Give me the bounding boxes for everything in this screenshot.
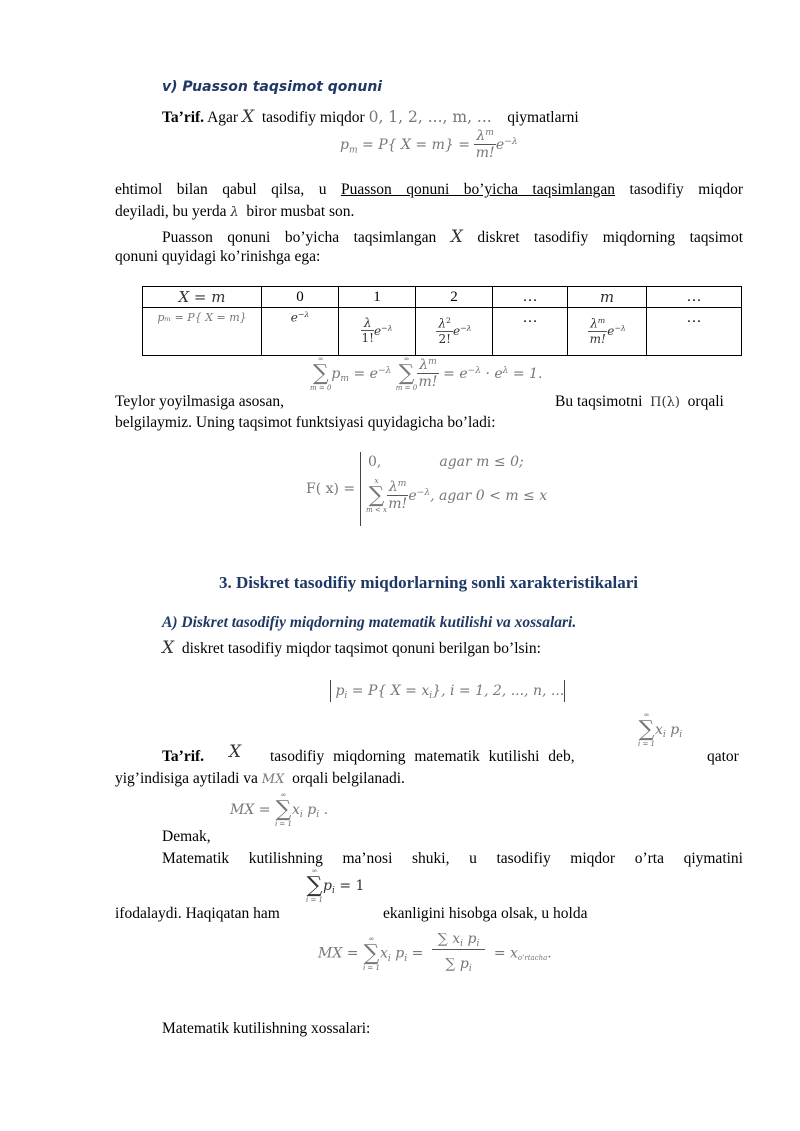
cdf-lhs: F( x) =: [306, 481, 356, 497]
table-cell: pₘ = P{ X = m}: [143, 308, 262, 356]
section-3-heading: 3. Diskret tasodifiy miqdorlarning sonli xarakteristikalari: [219, 573, 639, 592]
prob-sum-formula: ∞ ∑ i = 1 $p_i = 1$: [306, 867, 365, 904]
paragraph-given-distribution: X diskret tasodifiy miqdor taqsimot qonuni berilgan bo’lsin:: [162, 638, 541, 658]
paragraph-meaning-line2b: ekanligini hisobga olsak, u holda: [383, 905, 588, 922]
table-row: [143, 287, 742, 308]
poisson-pmf-formula: $p_m = P${ X = m} = $\frac{\lambda^m}{m!}$ $e^{-\lambda}$: [340, 128, 518, 162]
paragraph-poisson-def: ehtimol bilan qabul qilsa, u Puasson qonuni bo’yicha taqsimlangan tasodifiy miqdor: [115, 181, 743, 198]
taylor-line2: belgilaymiz. Uning taqsimot funktsiyasi quyidagicha bo’ladi:: [115, 414, 496, 431]
table-cell: …: [493, 308, 568, 356]
cdf-case1: 0, agar m ≤ 0;: [368, 454, 524, 470]
mean-formula: MX = ∞ ∑ i = 1 $x_i$ $p_i$ = $\frac{\sum x_i p_i}{\sum p_i}$ = $x_{o’rtacha}$.: [318, 931, 552, 975]
table-cell: X = m: [143, 287, 262, 308]
section-v-heading: v) Puasson taqsimot qonuni: [162, 79, 383, 95]
table-row: [143, 308, 742, 356]
paragraph-meaning-line2a: ifodalaydi. Haqiqatan ham: [115, 905, 280, 922]
table-cell: $e^{-\lambda}$: [262, 308, 339, 356]
table-cell: 0: [262, 287, 339, 308]
table-cell: 2: [416, 287, 493, 308]
table-cell: …: [647, 308, 742, 356]
definition-label: Ta’rif.: [162, 109, 205, 126]
paragraph-distribution-intro-line2: qonuni quyidagi ko’rinishga ega:: [115, 248, 321, 265]
poisson-term: Puasson qonuni bo’yicha taqsimlangan: [340, 181, 616, 198]
paragraph-distribution-intro: Puasson qonuni bo’yicha taqsimlangan X diskret tasodifiy miqdorning taqsimot: [162, 227, 743, 247]
math-x: X: [241, 107, 255, 127]
footer-text: Matematik kutilishning xossalari:: [162, 1020, 371, 1037]
definition-2-text: tasodifiy miqdorning matematik kutilishi deb,: [270, 748, 575, 765]
table-cell: …: [493, 287, 568, 308]
taylor-notation: Bu taqsimotni Π(λ) orqali: [555, 393, 724, 410]
demak-text: Demak,: [162, 828, 211, 845]
definition-label-2: Ta’rif.: [162, 748, 205, 765]
cdf-case2: x ∑ m < x $\frac{\lambda^m}{m!}$ $e^{-\lambda}$, agar 0 < m ≤ x: [366, 477, 548, 514]
values-list: 0, 1, 2, ..., m, ...: [368, 108, 492, 126]
paragraph-poisson-def-line2: deyiladi, bu yerda λ biror musbat son.: [115, 203, 355, 220]
discrete-pmf-formula: $p_i = P${ $X = x_i$}, i = 1, 2, ..., n, ...: [330, 680, 565, 702]
table-cell: …: [647, 287, 742, 308]
section-a-heading: A) Diskret tasodifiy miqdorning matematik kutilishi va xossalari.: [162, 614, 577, 631]
table-cell: $\frac{\lambda}{1!}$ $e^{-\lambda}$: [339, 308, 416, 356]
definition-2-tail: qator: [707, 748, 739, 765]
taylor-sum-formula: ∞ ∑ m = 0 $p_m = e^{-\lambda}$ ∞ ∑ m = 0 $\frac{\lambda^m}{m!}$ = $e^{-\lambda} \cdot e^\lambda = 1$.: [310, 355, 543, 392]
mx-formula: MX = ∞ ∑ i = 1 $x_i$ $p_i$ .: [230, 791, 329, 828]
paragraph-meaning: Matematik kutilishning ma’nosi shuki, u tasodifiy miqdor o’rta qiymatini: [162, 850, 743, 867]
definition-2-line2: yig’indisiga aytiladi va MX orqali belgilanadi.: [115, 770, 405, 787]
table-cell: 1: [339, 287, 416, 308]
taylor-text: Teylor yoyilmasiga asosan,: [115, 393, 284, 410]
definition-line: Ta’rif. Agar X tasodifiy miqdor 0, 1, 2, ..., m, ... qiymatlarni: [162, 107, 579, 127]
table-cell: $\frac{\lambda^m}{m!}$ $e^{-\lambda}$: [568, 308, 647, 356]
math-x-def2: X: [229, 742, 242, 762]
table-cell: $\frac{\lambda^2}{2!}$ $e^{-\lambda}$: [416, 308, 493, 356]
distribution-table: [142, 286, 742, 356]
table-cell: m: [568, 287, 647, 308]
series-sum: ∞ ∑ i = 1 $x_i$ $p_i$: [638, 711, 683, 748]
